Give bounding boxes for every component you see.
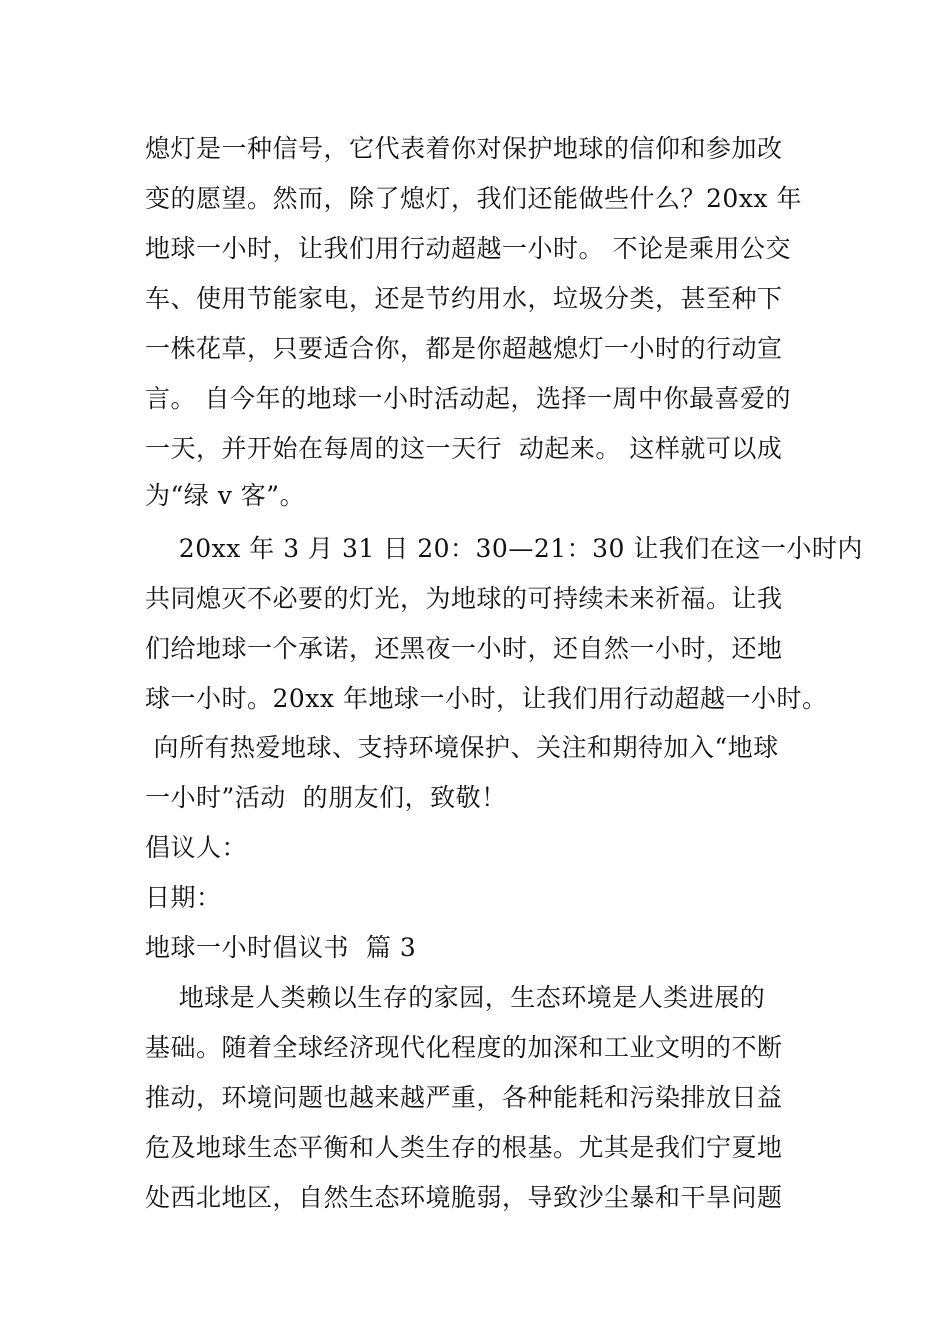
text-line: 变的愿望。然而，除了熄灯，我们还能做些什么？20xx 年	[145, 184, 802, 213]
text-line: 共同熄灭不必要的灯光，为地球的可持续未来祈福。让我	[145, 584, 783, 613]
text-line: 处西北地区，自然生态环境脆弱，导致沙尘暴和干旱问题	[145, 1183, 783, 1212]
text-line: 一天，并开始在每周的这一天行 动起来。 这样就可以成	[145, 434, 783, 463]
text-line: 一株花草，只要适合你，都是你超越熄灯一小时的行动宣	[145, 334, 783, 363]
text-line: 为“绿 v 客”。	[145, 481, 306, 510]
text-line: 推动，环境问题也越来越严重，各种能耗和污染排放日益	[145, 1083, 783, 1112]
text-line: 球一小时。20xx 年地球一小时，让我们用行动超越一小时。	[145, 684, 828, 713]
text-line: 20xx 年 3 月 31 日 20：30—21：30 让我们在这一小时内	[145, 534, 863, 563]
text-line: 地球一小时，让我们用行动超越一小时。 不论是乘用公交	[145, 234, 791, 263]
text-line: 们给地球一个承诺，还黑夜一小时，还自然一小时，还地	[145, 634, 783, 663]
text-line: 熄灯是一种信号，它代表着你对保护地球的信仰和参加改	[145, 134, 783, 163]
text-line: 地球是人类赖以生存的家园，生态环境是人类进展的	[145, 983, 766, 1012]
text-line: 一小时”活动 的朋友们，致敬！	[145, 783, 507, 812]
text-line: 车、使用节能家电，还是节约用水，垃圾分类，甚至种下	[145, 284, 783, 313]
signatory-label: 倡议人：	[145, 833, 248, 862]
date-label: 日期：	[145, 883, 222, 912]
text-line: 危及地球生态平衡和人类生存的根基。尤其是我们宁夏地	[145, 1133, 783, 1162]
section-heading: 地球一小时倡议书 篇 3	[145, 933, 417, 962]
text-line: 向所有热爱地球、支持环境保护、关注和期待加入“地球	[145, 733, 779, 762]
text-line: 言。 自今年的地球一小时活动起，选择一周中你最喜爱的	[145, 384, 791, 413]
text-line: 基础。随着全球经济现代化程度的加深和工业文明的不断	[145, 1033, 783, 1062]
